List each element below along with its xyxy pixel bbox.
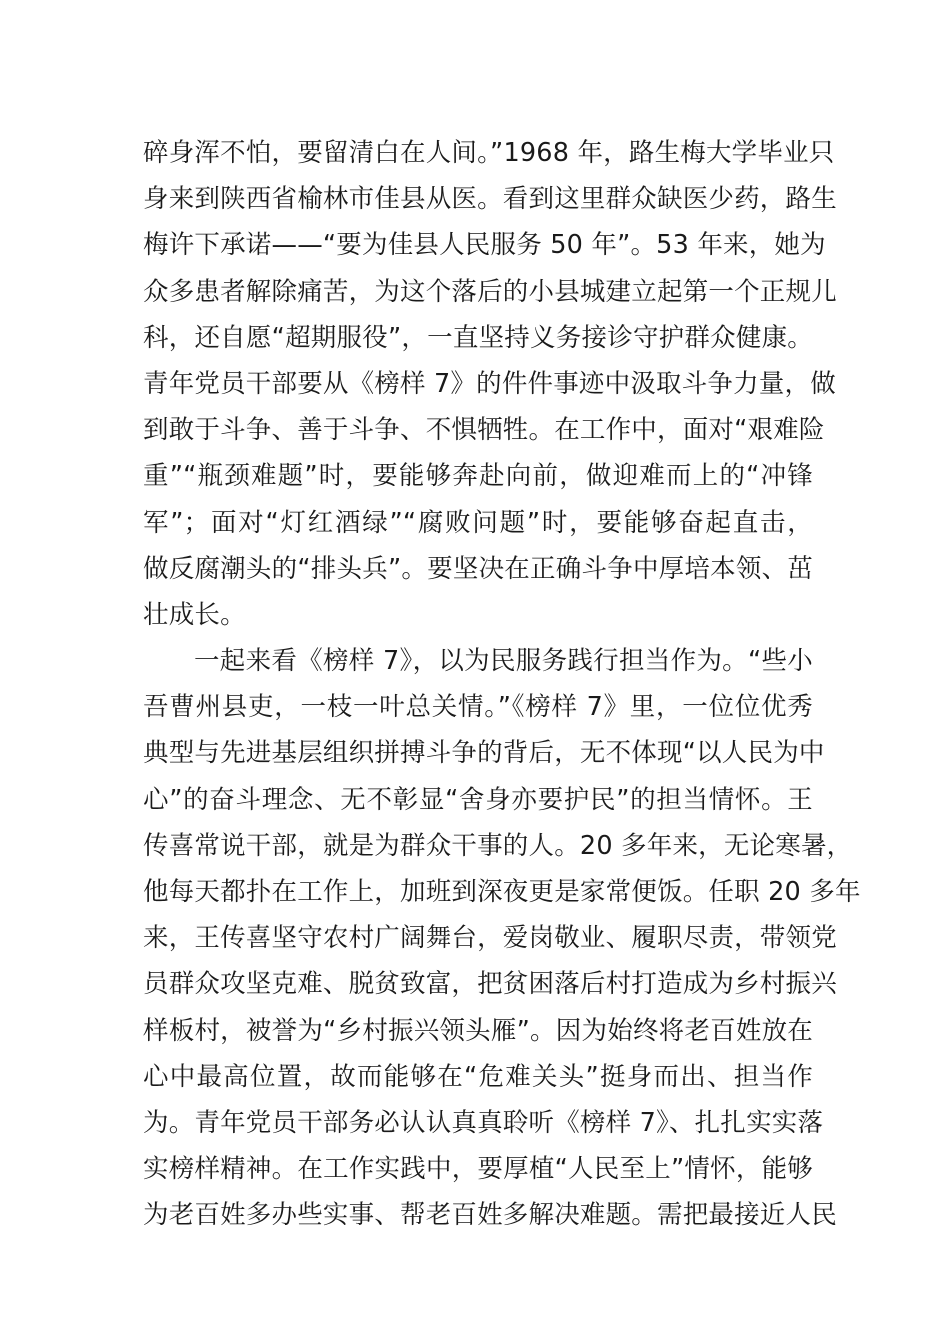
paragraph-2 <box>143 638 861 1238</box>
text-line: 实榜样精神。在工作实践中，要厚植“人民至上”情怀，能够 <box>143 1154 813 1185</box>
text-line: 碎身浑不怕，要留清白在人间。”1968 年，路生梅大学毕业只 <box>143 138 835 168</box>
text-line: 众多患者解除痛苦，为这个落后的小县城建立起第一个正规儿 <box>143 276 837 307</box>
text-line: 壮成长。 <box>143 599 246 630</box>
text-line: 为老百姓多办些实事、帮老百姓多解决难题。需把最接近人民 <box>143 1200 837 1231</box>
text-line: 到敢于斗争、善于斗争、不惧牺牲。在工作中，面对“艰难险 <box>143 415 825 446</box>
text-line: 员群众攻坚克难、脱贫致富，把贫困落后村打造成为乡村振兴 <box>143 969 837 1000</box>
text-line: 他每天都扑在工作上，加班到深夜更是家常便饭。任职 20 多年 <box>143 877 861 907</box>
text-line: 典型与先进基层组织拼搏斗争的背后，无不体现“以人民为中 <box>143 738 825 769</box>
text-line: 身来到陕西省榆林市佳县从医。看到这里群众缺医少药，路生 <box>143 184 837 215</box>
text-line: 心”的奋斗理念、无不彰显“舍身亦要护民”的担当情怀。王 <box>143 784 813 815</box>
text-line: 青年党员干部要从《榜样 7》的件件事迹中汲取斗争力量，做 <box>143 368 836 399</box>
text-line: 心中最高位置，故而能够在“危难关头”挺身而出、担当作 <box>143 1061 813 1092</box>
paragraph-1 <box>143 130 837 638</box>
text-line: 做反腐潮头的“排头兵”。要坚决在正确斗争中厚培本领、茁 <box>143 553 813 584</box>
text-line: 科，还自愿“超期服役”，一直坚持义务接诊守护群众健康。 <box>143 322 813 353</box>
text-line: 重”“瓶颈难题”时，要能够奔赴向前，做迎难而上的“冲锋 <box>143 461 813 492</box>
text-line: 来，王传喜坚守农村广阔舞台，爱岗敬业、履职尽责，带领党 <box>143 923 837 954</box>
text-line: 吾曹州县吏，一枝一叶总关情。”《榜样 7》里，一位位优秀 <box>143 692 813 723</box>
text-line: 梅许下承诺——“要为佳县人民服务 50 年”。53 年来，她为 <box>143 230 826 261</box>
text-line: 为。青年党员干部务必认认真真聆听《榜样 7》、扎扎实实落 <box>143 1107 824 1138</box>
text-line: 军”；面对“灯红酒绿”“腐败问题”时，要能够奋起直击， <box>143 507 813 538</box>
body-text <box>143 130 861 1239</box>
text-line: 样板村，被誉为“乡村振兴领头雁”。因为始终将老百姓放在 <box>143 1015 813 1046</box>
text-line: 传喜常说干部，就是为群众干事的人。20 多年来，无论寒暑， <box>143 830 853 861</box>
text-line: 一起来看《榜样 7》，以为民服务践行担当作为。“些小 <box>194 646 813 677</box>
